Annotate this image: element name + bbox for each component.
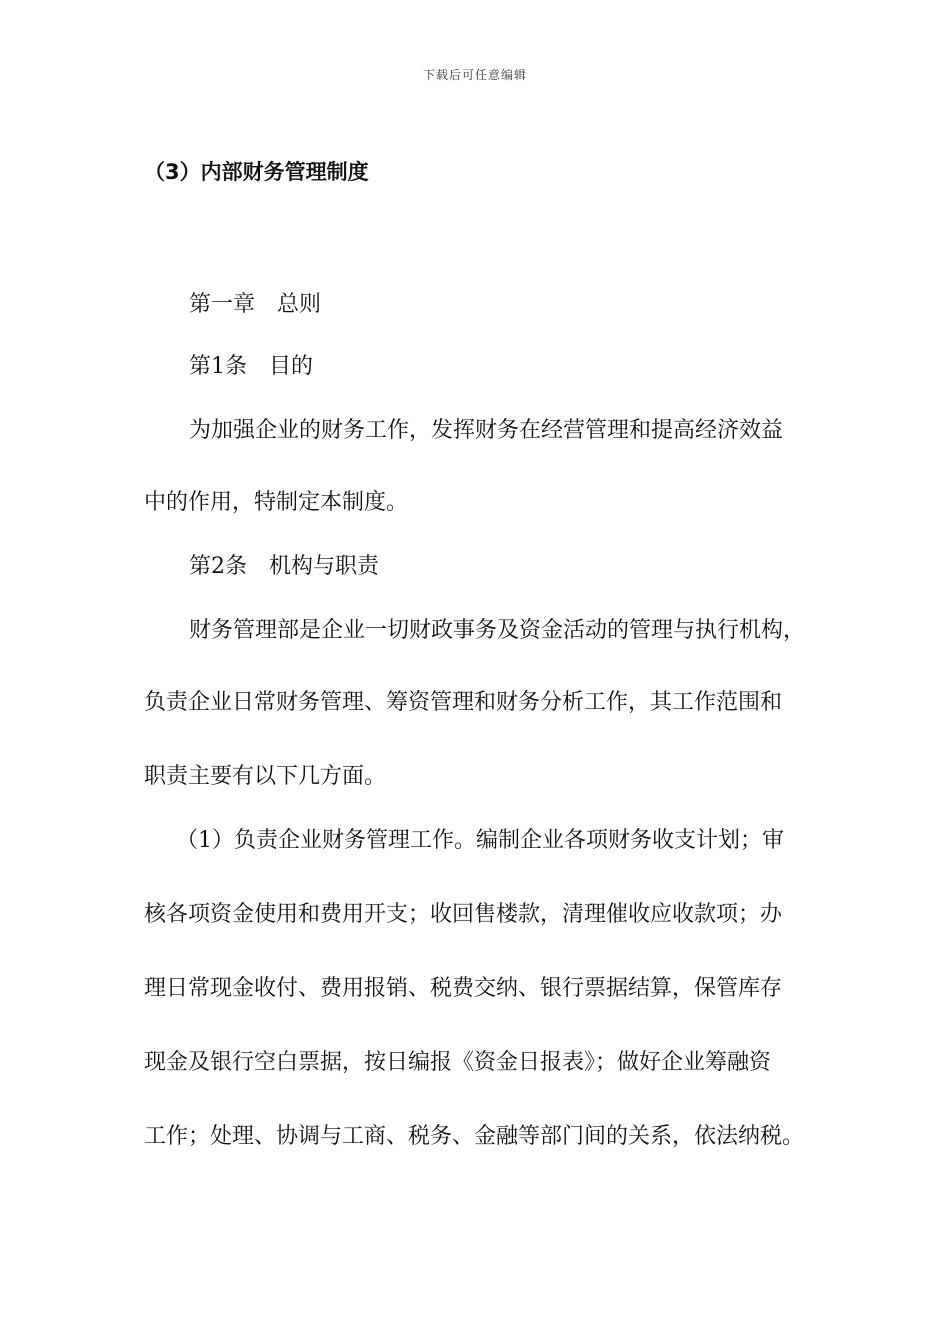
item-1-paragraph-line: 现金及银行空白票据，按日编报《资金日报表》；做好企业筹融资: [144, 1050, 772, 1075]
item-1-paragraph-line: 核各项资金使用和费用开支；收回售楼款，清理催收应收款项；办: [144, 902, 783, 927]
article-1-name: 目的: [269, 354, 314, 379]
article-2-paragraph-line: 财务管理部是企业一切财政事务及资金活动的管理与执行机构，: [189, 618, 806, 643]
article-2-paragraph-line: 职责主要有以下几方面。: [144, 764, 387, 789]
article-1-heading: [189, 353, 313, 381]
article-2-heading: [189, 553, 379, 581]
item-1-paragraph-line: （1）负责企业财务管理工作。编制企业各项财务收支计划；审: [176, 828, 784, 853]
article-2-name: 机构与职责: [269, 554, 380, 579]
chapter-name: 总则: [277, 292, 322, 317]
item-1-paragraph-line: 理日常现金收付、费用报销、税费交纳、银行票据结算，保管库存: [144, 976, 783, 1001]
article-1-paragraph-line: 为加强企业的财务工作，发挥财务在经营管理和提高经济效益: [189, 418, 784, 443]
article-1-number: 第1条: [189, 354, 247, 379]
article-2-number: 第2条: [189, 554, 247, 579]
page-header-note: 下载后可任意编辑: [422, 68, 527, 82]
article-1-paragraph-line: 中的作用，特制定本制度。: [144, 490, 409, 515]
section-title: （3）内部财务管理制度: [144, 160, 369, 184]
item-1-paragraph-line: 工作；处理、协调与工商、税务、金融等部门间的关系，依法纳税。: [144, 1124, 805, 1149]
chapter-heading: [189, 291, 321, 319]
chapter-number: 第一章: [189, 292, 256, 317]
article-2-paragraph-line: 负责企业日常财务管理、筹资管理和财务分析工作，其工作范围和: [144, 690, 783, 715]
